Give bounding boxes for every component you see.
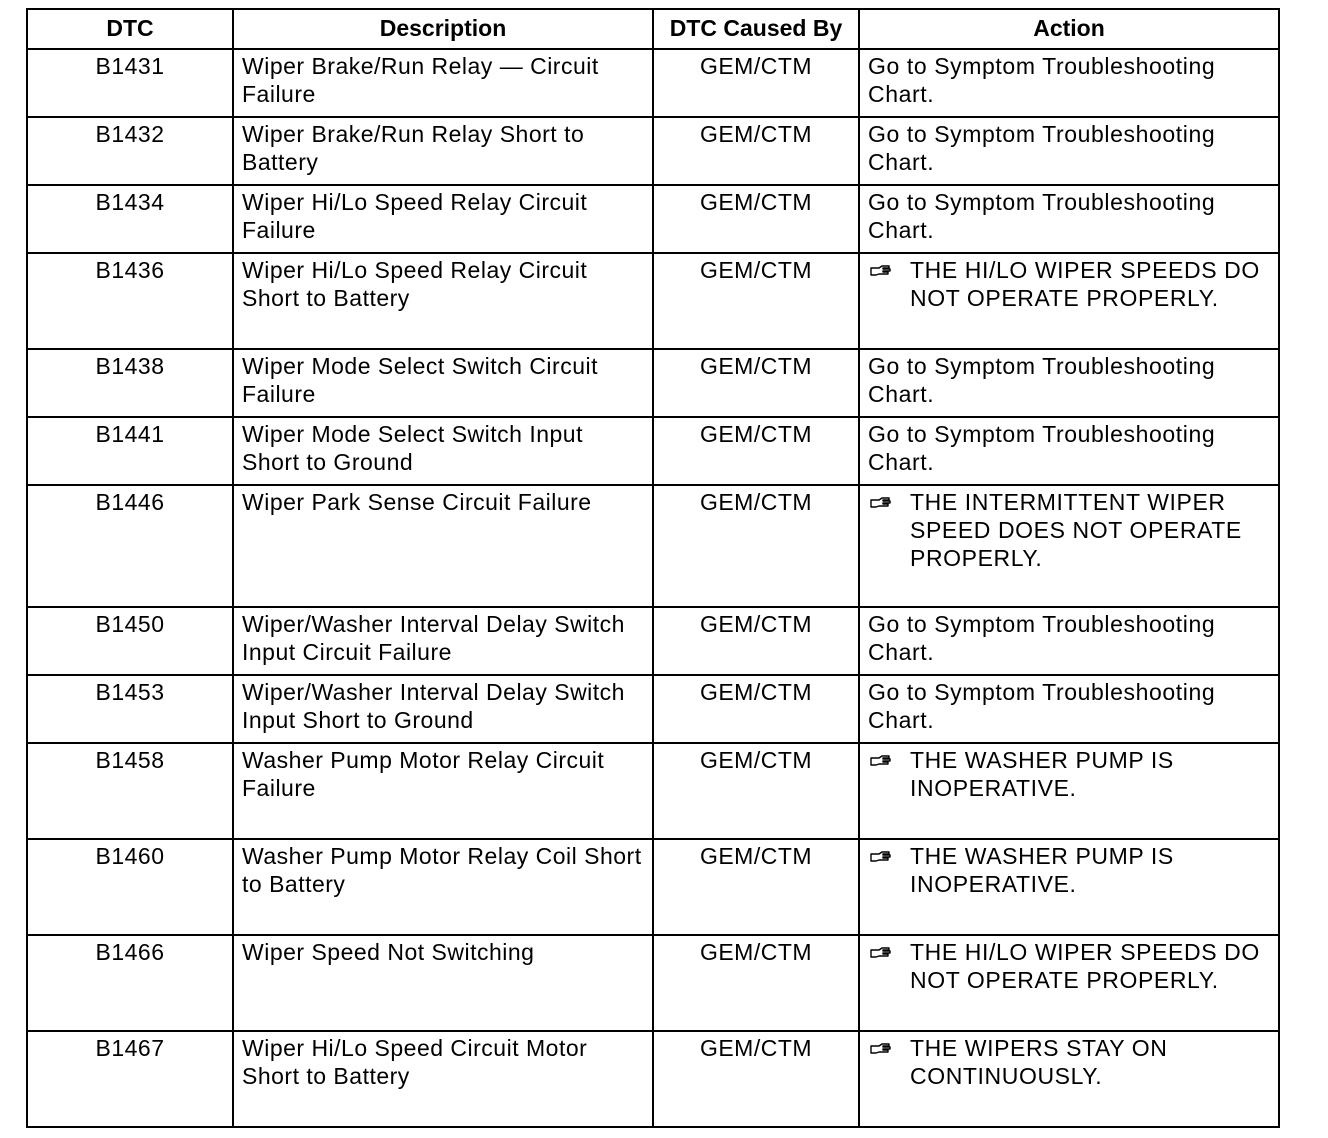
header-dtc: DTC bbox=[27, 9, 233, 49]
symptom-reference-text: THE HI/LO WIPER SPEEDS DO NOT OPERATE PROPERLY. bbox=[910, 939, 1260, 993]
dtc-action bbox=[859, 1031, 1279, 1127]
table-row bbox=[27, 349, 1279, 417]
dtc-code: B1450 bbox=[27, 607, 233, 675]
dtc-code: B1436 bbox=[27, 253, 233, 349]
table-row bbox=[27, 607, 1279, 675]
dtc-code: B1453 bbox=[27, 675, 233, 743]
dtc-action bbox=[859, 935, 1279, 1031]
symptom-reference-text: THE WASHER PUMP IS INOPERATIVE. bbox=[910, 843, 1174, 897]
dtc-caused-by: GEM/CTM bbox=[653, 349, 859, 417]
dtc-code: B1460 bbox=[27, 839, 233, 935]
dtc-code: B1467 bbox=[27, 1031, 233, 1127]
dtc-code: B1466 bbox=[27, 935, 233, 1031]
dtc-caused-by: GEM/CTM bbox=[653, 485, 859, 607]
dtc-caused-by: GEM/CTM bbox=[653, 839, 859, 935]
dtc-action bbox=[859, 743, 1279, 839]
symptom-reference-text: THE WASHER PUMP IS INOPERATIVE. bbox=[910, 747, 1174, 801]
table-row bbox=[27, 935, 1279, 1031]
pointing-hand-icon bbox=[868, 842, 900, 870]
dtc-caused-by: GEM/CTM bbox=[653, 675, 859, 743]
symptom-reference[interactable] bbox=[868, 256, 1270, 312]
dtc-action bbox=[859, 253, 1279, 349]
dtc-description: Wiper Brake/Run Relay Short to Battery bbox=[233, 117, 653, 185]
pointing-hand-icon bbox=[868, 1034, 900, 1062]
dtc-caused-by: GEM/CTM bbox=[653, 49, 859, 117]
dtc-action: Go to Symptom Troubleshooting Chart. bbox=[859, 417, 1279, 485]
dtc-action: Go to Symptom Troubleshooting Chart. bbox=[859, 675, 1279, 743]
table-row bbox=[27, 253, 1279, 349]
dtc-code: B1458 bbox=[27, 743, 233, 839]
dtc-action bbox=[859, 485, 1279, 607]
symptom-reference[interactable] bbox=[868, 488, 1270, 572]
symptom-reference-text: THE HI/LO WIPER SPEEDS DO NOT OPERATE PROPERLY. bbox=[910, 257, 1260, 311]
table-row bbox=[27, 117, 1279, 185]
symptom-reference[interactable] bbox=[868, 938, 1270, 994]
dtc-description: Wiper Mode Select Switch Circuit Failure bbox=[233, 349, 653, 417]
dtc-code: B1441 bbox=[27, 417, 233, 485]
pointing-hand-icon bbox=[868, 256, 900, 284]
dtc-description: Wiper/Washer Interval Delay Switch Input Short to Ground bbox=[233, 675, 653, 743]
dtc-action: Go to Symptom Troubleshooting Chart. bbox=[859, 49, 1279, 117]
dtc-caused-by: GEM/CTM bbox=[653, 1031, 859, 1127]
dtc-code: B1432 bbox=[27, 117, 233, 185]
dtc-description: Wiper Park Sense Circuit Failure bbox=[233, 485, 653, 607]
table-header bbox=[27, 9, 1279, 49]
dtc-action bbox=[859, 839, 1279, 935]
dtc-caused-by: GEM/CTM bbox=[653, 935, 859, 1031]
table-row bbox=[27, 1031, 1279, 1127]
symptom-reference-text: THE INTERMITTENT WIPER SPEED DOES NOT OPERATE PROPERLY. bbox=[910, 489, 1242, 571]
dtc-caused-by: GEM/CTM bbox=[653, 417, 859, 485]
header-caused-by: DTC Caused By bbox=[653, 9, 859, 49]
table-row bbox=[27, 839, 1279, 935]
table-row bbox=[27, 417, 1279, 485]
header-action: Action bbox=[859, 9, 1279, 49]
dtc-table bbox=[26, 8, 1280, 1128]
dtc-code: B1434 bbox=[27, 185, 233, 253]
pointing-hand-icon bbox=[868, 746, 900, 774]
dtc-description: Wiper/Washer Interval Delay Switch Input Circuit Failure bbox=[233, 607, 653, 675]
table-body bbox=[27, 49, 1279, 1127]
table-row bbox=[27, 49, 1279, 117]
table-row bbox=[27, 675, 1279, 743]
dtc-caused-by: GEM/CTM bbox=[653, 743, 859, 839]
dtc-code: B1431 bbox=[27, 49, 233, 117]
pointing-hand-icon bbox=[868, 488, 900, 516]
dtc-description: Washer Pump Motor Relay Coil Short to Battery bbox=[233, 839, 653, 935]
dtc-code: B1438 bbox=[27, 349, 233, 417]
table-row bbox=[27, 485, 1279, 607]
dtc-caused-by: GEM/CTM bbox=[653, 607, 859, 675]
dtc-action: Go to Symptom Troubleshooting Chart. bbox=[859, 349, 1279, 417]
dtc-description: Wiper Hi/Lo Speed Relay Circuit Short to Battery bbox=[233, 253, 653, 349]
pointing-hand-icon bbox=[868, 938, 900, 966]
table-row bbox=[27, 743, 1279, 839]
dtc-action: Go to Symptom Troubleshooting Chart. bbox=[859, 117, 1279, 185]
dtc-description: Wiper Hi/Lo Speed Relay Circuit Failure bbox=[233, 185, 653, 253]
header-row bbox=[27, 9, 1279, 49]
dtc-table-page bbox=[26, 8, 1278, 1128]
symptom-reference[interactable] bbox=[868, 842, 1270, 898]
symptom-reference-text: THE WIPERS STAY ON CONTINUOUSLY. bbox=[910, 1035, 1168, 1089]
dtc-description: Wiper Hi/Lo Speed Circuit Motor Short to Battery bbox=[233, 1031, 653, 1127]
dtc-caused-by: GEM/CTM bbox=[653, 253, 859, 349]
dtc-description: Wiper Mode Select Switch Input Short to Ground bbox=[233, 417, 653, 485]
dtc-caused-by: GEM/CTM bbox=[653, 185, 859, 253]
header-description: Description bbox=[233, 9, 653, 49]
dtc-action: Go to Symptom Troubleshooting Chart. bbox=[859, 607, 1279, 675]
dtc-description: Wiper Speed Not Switching bbox=[233, 935, 653, 1031]
table-row bbox=[27, 185, 1279, 253]
dtc-code: B1446 bbox=[27, 485, 233, 607]
dtc-caused-by: GEM/CTM bbox=[653, 117, 859, 185]
dtc-action: Go to Symptom Troubleshooting Chart. bbox=[859, 185, 1279, 253]
dtc-description: Washer Pump Motor Relay Circuit Failure bbox=[233, 743, 653, 839]
symptom-reference[interactable] bbox=[868, 1034, 1270, 1090]
symptom-reference[interactable] bbox=[868, 746, 1270, 802]
dtc-description: Wiper Brake/Run Relay — Circuit Failure bbox=[233, 49, 653, 117]
